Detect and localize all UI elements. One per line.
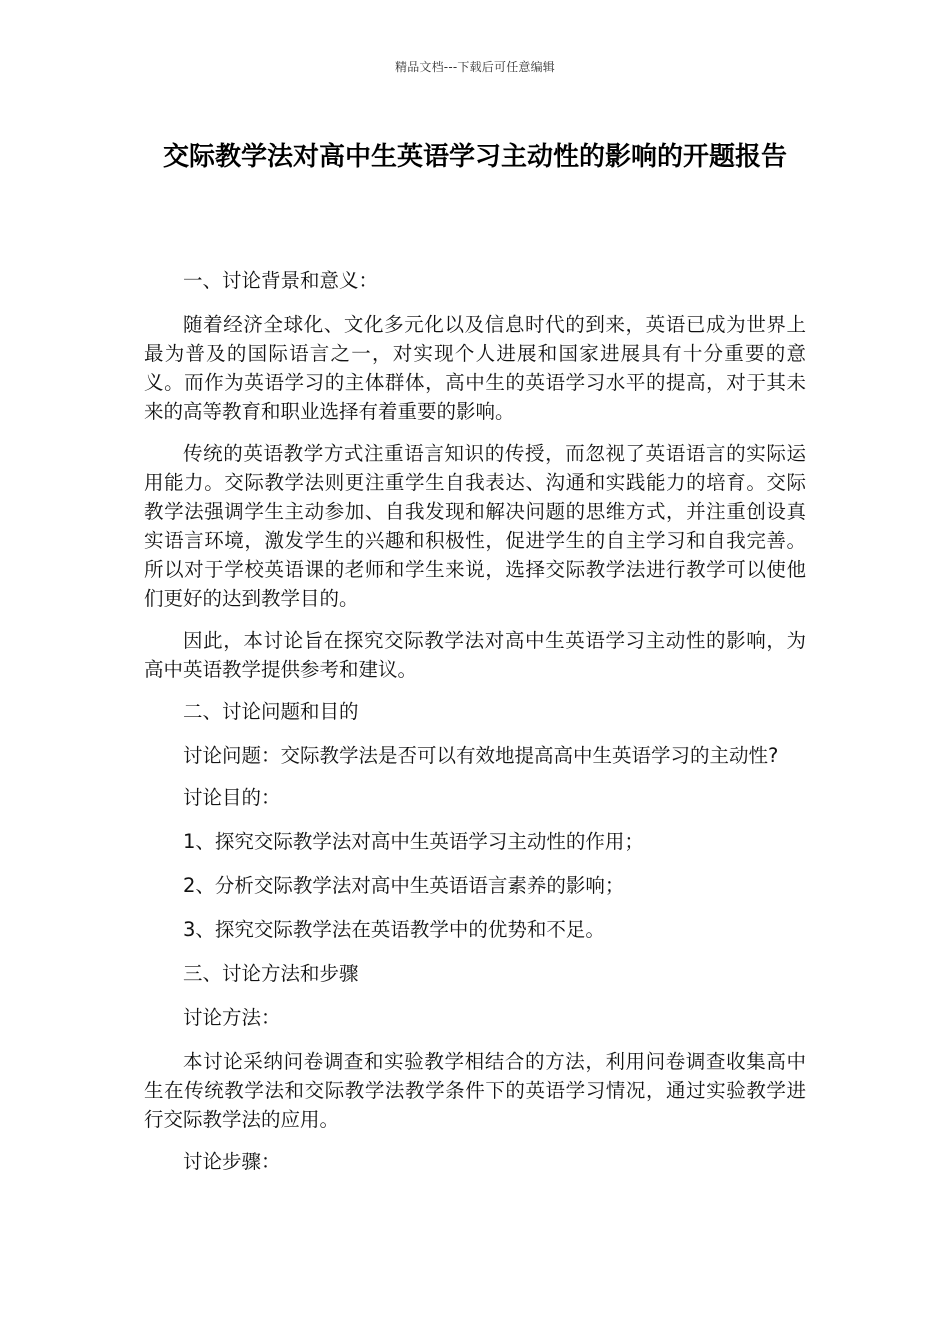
paragraph-background: 随着经济全球化、文化多元化以及信息时代的到来，英语已成为世界上最为普及的国际语言之一，对实现个人进展和国家进展具有十分重要的意义。而作为英语学习的主体群体，高中生的英语学习水平的提高，对于其未来的高等教育和职业选择有着重要的影响。 [144, 313, 806, 423]
label-steps: 讨论步骤： [183, 1150, 281, 1173]
paragraph-method: 本讨论采纳问卷调查和实验教学相结合的方法，利用问卷调查收集高中生在传统教学法和交际教学法教学条件下的英语学习情况，通过实验教学进行交际教学法的应用。 [144, 1050, 806, 1131]
label-method: 讨论方法： [183, 1006, 281, 1029]
section-heading-questions: 二、讨论问题和目的 [183, 700, 359, 723]
objective-item: 3、探究交际教学法在英语教学中的优势和不足。 [183, 918, 605, 941]
objective-item: 2、分析交际教学法对高中生英语语言素养的影响； [183, 874, 625, 897]
paragraph-purpose: 因此，本讨论旨在探究交际教学法对高中生英语学习主动性的影响，为高中英语教学提供参考和建议。 [144, 629, 806, 681]
paragraph-question: 讨论问题：交际教学法是否可以有效地提高高中生英语学习的主动性? [183, 744, 779, 767]
page-header: 精品文档---下载后可任意编辑 [395, 60, 555, 74]
section-heading-methods: 三、讨论方法和步骤 [183, 962, 359, 985]
document-body [144, 266, 806, 1189]
section-heading-background: 一、讨论背景和意义： [183, 269, 379, 292]
label-objectives: 讨论目的： [183, 786, 281, 809]
paragraph-traditional-teaching: 传统的英语教学方式注重语言知识的传授，而忽视了英语语言的实际运用能力。交际教学法则更注重学生自我表达、沟通和实践能力的培育。交际教学法强调学生主动参加、自我发现和解决问题的思维方式，并注重创设真实语言环境，激发学生的兴趣和积极性，促进学生的自主学习和自我完善。所以对于学校英语课的老师和学生来说，选择交际教学法进行教学可以使他们更好的达到教学目的。 [144, 442, 806, 610]
document-title: 交际教学法对高中生英语学习主动性的影响的开题报告 [162, 142, 787, 172]
objective-item: 1、探究交际教学法对高中生英语学习主动性的作用； [183, 830, 644, 853]
